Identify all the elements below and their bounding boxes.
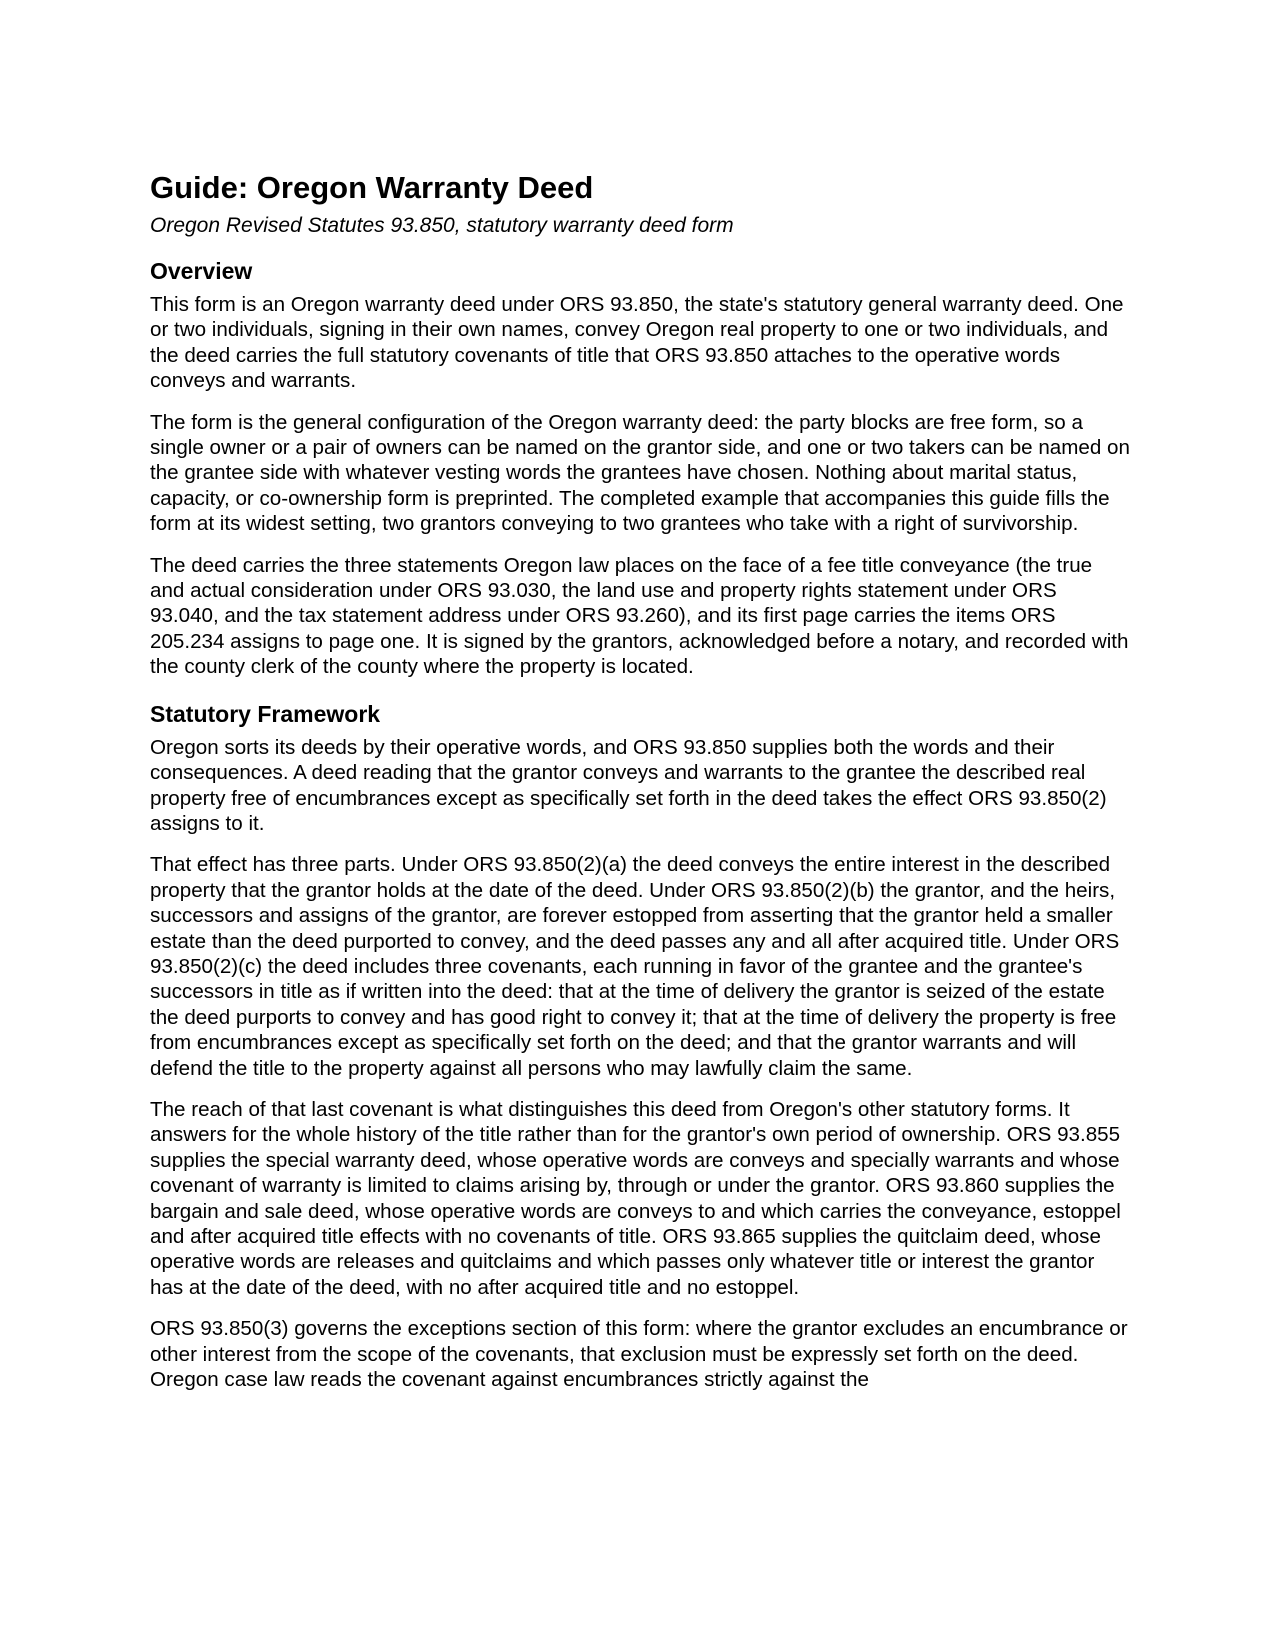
- section-statutory-framework: [150, 699, 1130, 1393]
- page-title: Guide: Oregon Warranty Deed: [150, 170, 594, 205]
- page-subtitle: Oregon Revised Statutes 93.850, statutory warranty deed form: [150, 214, 734, 237]
- paragraph: That effect has three parts. Under ORS 93.850(2)(a) the deed conveys the entire interest in the described property that the grantor holds at the date of the deed. Under ORS 93.850(2)(b) the grantor, and the heirs, successors and assigns of the grantor, are forever estopped from asserting that the grantor held a smaller estate than the deed purported to convey, and the deed passes any and all after acquired title. Under ORS 93.850(2)(c) the deed includes three covenants, each running in favor of the grantee and the grantee's successors in title as if written into the deed: that at the time of delivery the grantor is seized of the estate the deed purports to convey and has good right to convey it; that at the time of delivery the property is free from encumbrances except as specifically set forth on the deed; and that the grantor warrants and will defend the title to the property against all persons who may lawfully claim the same.: [150, 853, 1120, 1080]
- document-page: [150, 168, 1130, 1408]
- paragraph: Oregon sorts its deeds by their operative words, and ORS 93.850 supplies both the words and their consequences. A deed reading that the grantor conveys and warrants to the grantee the described real property free of encumbrances except as specifically set forth in the deed takes the effect ORS 93.850(2) assigns to it.: [150, 735, 1107, 835]
- section-heading-overview: Overview: [150, 258, 253, 284]
- paragraph: The deed carries the three statements Oregon law places on the face of a fee title conveyance (the true and actual consideration under ORS 93.030, the land use and property rights statement under ORS 93.040, and the tax statement address under ORS 93.260), and its first page carries the items ORS 205.234 assigns to page one. It is signed by the grantors, acknowledged before a notary, and recorded with the county clerk of the county where the property is located.: [150, 553, 1129, 679]
- section-overview: [150, 256, 1130, 680]
- paragraph: ORS 93.850(3) governs the exceptions section of this form: where the grantor excludes an encumbrance or other interest from the scope of the covenants, that exclusion must be expressly set forth on the deed. Oregon case law reads the covenant against encumbrances strictly against the: [150, 1317, 1128, 1392]
- section-heading-statutory-framework: Statutory Framework: [150, 700, 381, 727]
- paragraph: The reach of that last covenant is what distinguishes this deed from Oregon's other statutory forms. It answers for the whole history of the title rather than for the grantor's own period of ownership. ORS 93.855 supplies the special warranty deed, whose operative words are conveys and specially warrants and whose covenant of warranty is limited to claims arising by, through or under the grantor. ORS 93.860 supplies the bargain and sale deed, whose operative words are conveys to and which carries the conveyance, estoppel and after acquired title effects with no covenants of title. ORS 93.865 supplies the quitclaim deed, whose operative words are releases and quitclaims and which passes only whatever title or interest the grantor has at the date of the deed, with no after acquired title and no estoppel.: [150, 1097, 1121, 1299]
- paragraph: This form is an Oregon warranty deed under ORS 93.850, the state's statutory general warranty deed. One or two individuals, signing in their own names, convey Oregon real property to one or two individuals, and the deed carries the full statutory covenants of title that ORS 93.850 attaches to the operative words conveys and warrants.: [150, 293, 1124, 393]
- paragraph: The form is the general configuration of the Oregon warranty deed: the party blocks are free form, so a single owner or a pair of owners can be named on the grantor side, and one or two takers can be named on the grantee side with whatever vesting words the grantees have chosen. Nothing about marital status, capacity, or co-ownership form is preprinted. The completed example that accompanies this guide fills the form at its widest setting, two grantors conveying to two grantees who take with a right of survivorship.: [150, 410, 1130, 536]
